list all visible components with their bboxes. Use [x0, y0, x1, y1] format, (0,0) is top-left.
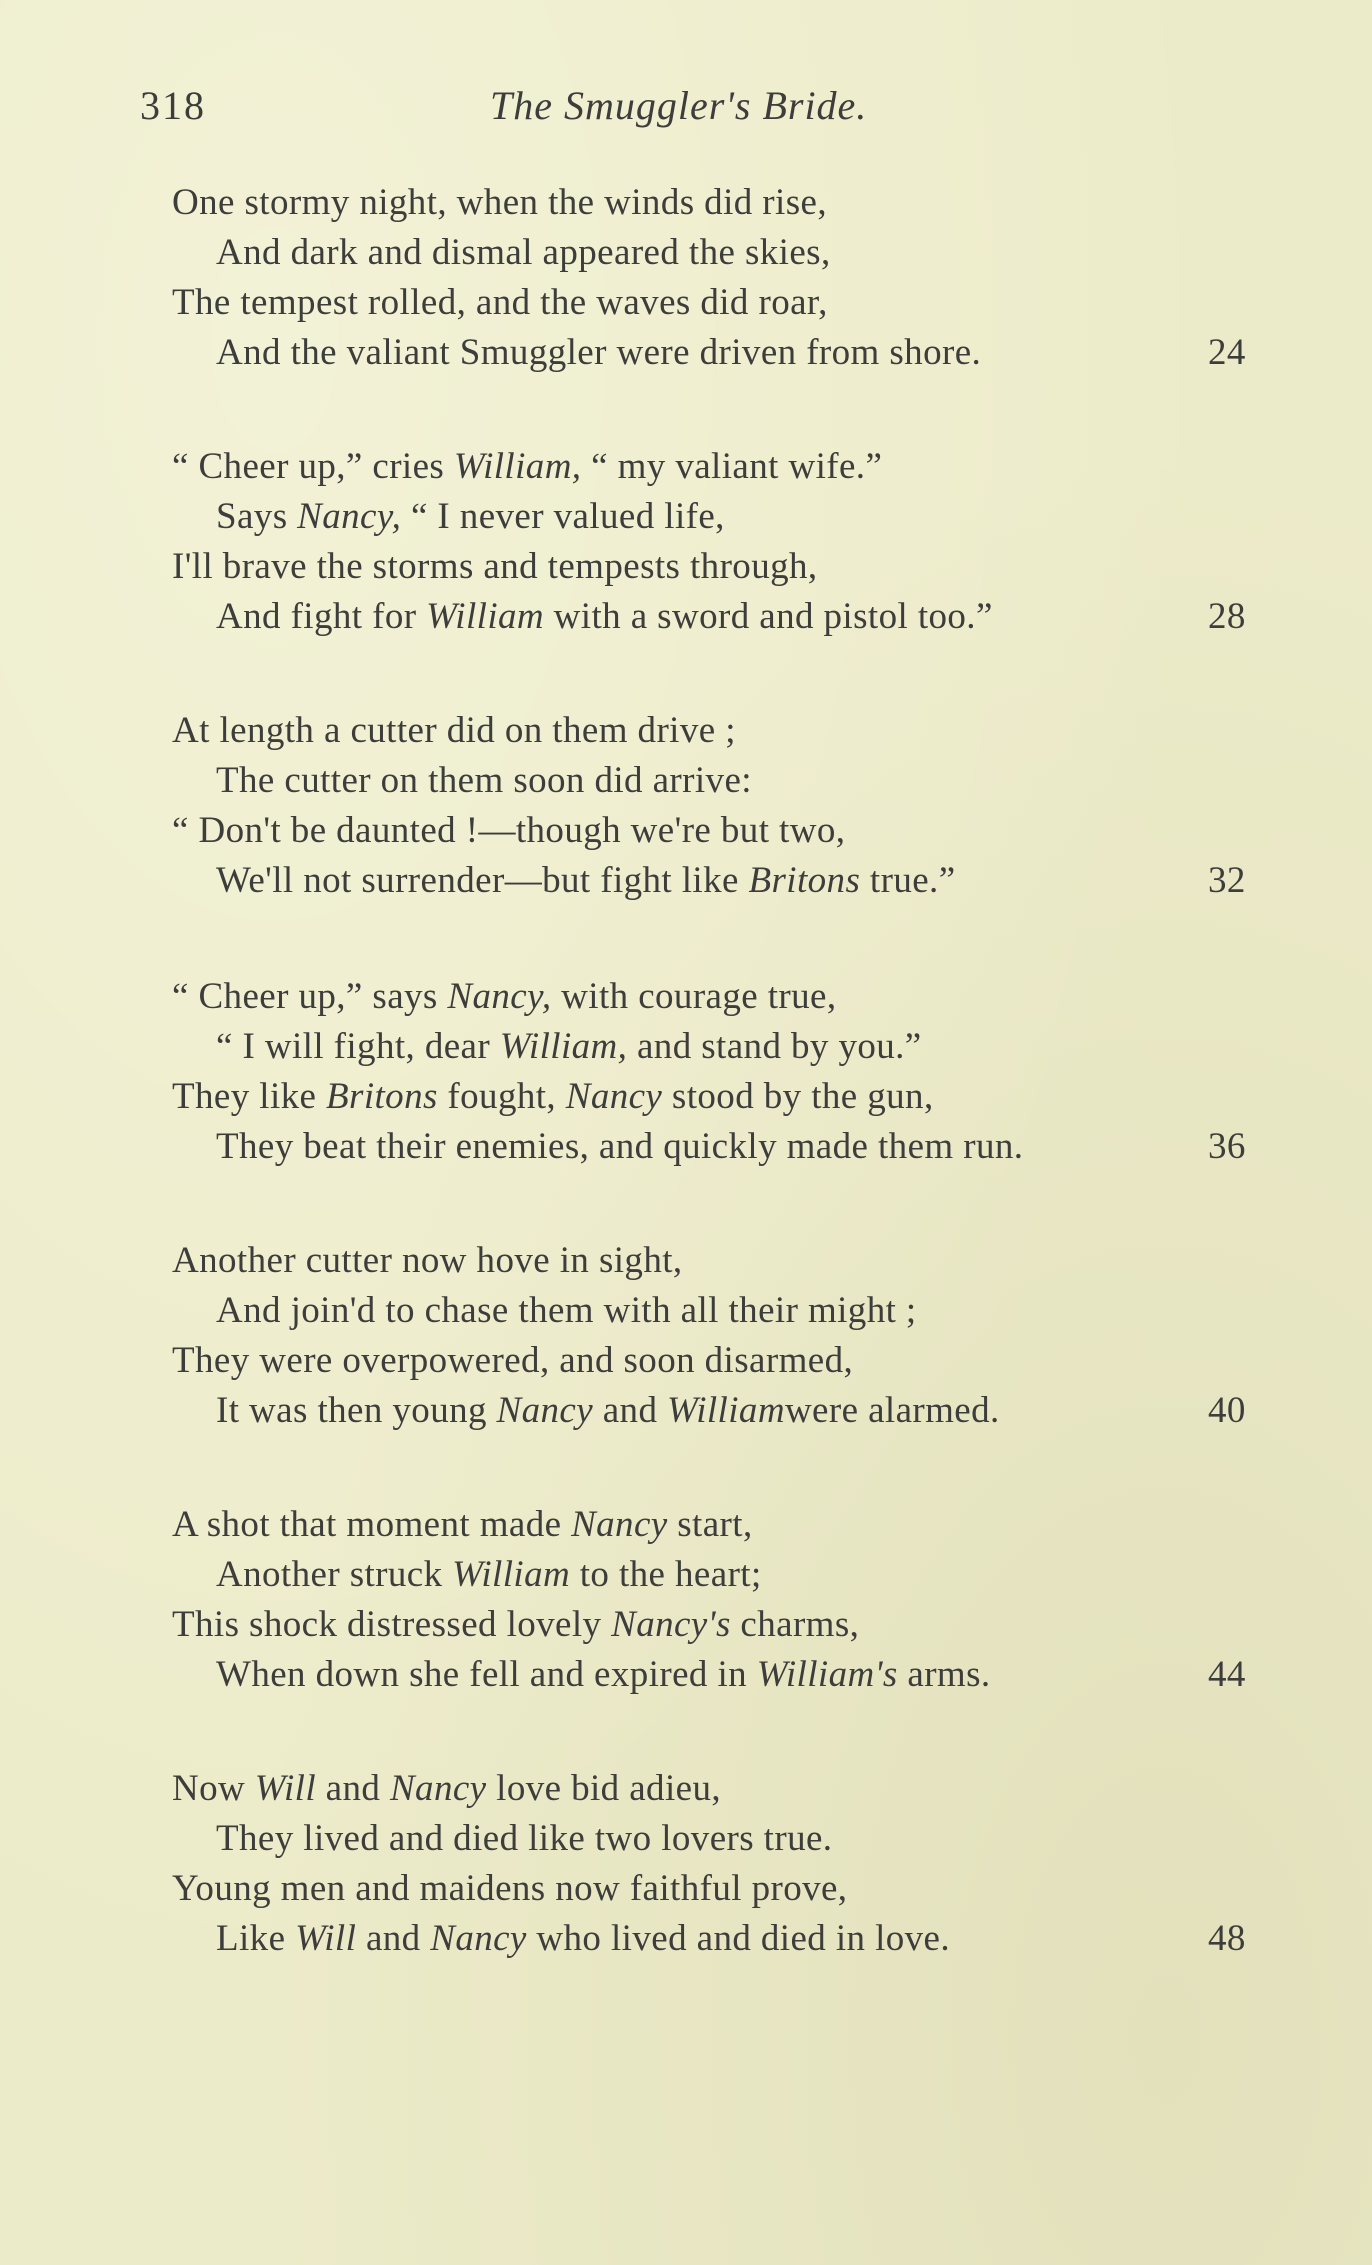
verse-line: [172, 1500, 1272, 1550]
verse-line: [172, 1072, 1272, 1122]
verse-line: [172, 856, 1272, 906]
verse-text: They lived and died like two lovers true.: [216, 1818, 833, 1859]
stanza: [172, 1236, 1272, 1436]
verse-line: [172, 1814, 1272, 1864]
line-number: 40: [1208, 1390, 1246, 1431]
verse-text: “ I never valued life,: [401, 496, 725, 537]
italic-name: Nancy,: [447, 976, 552, 1017]
italic-name: Britons: [326, 1076, 438, 1117]
stanza: [172, 972, 1272, 1172]
verse-line: [172, 1650, 1272, 1700]
verse-text: The tempest rolled, and the waves did roar,: [172, 282, 828, 323]
verse-text: One stormy night, when the winds did rise,: [172, 182, 827, 223]
verse-text: fought,: [437, 1076, 566, 1117]
verse-line: [172, 706, 1272, 756]
italic-name: Nancy: [430, 1918, 527, 1959]
line-number: 48: [1208, 1918, 1246, 1959]
italic-name: William: [452, 1554, 571, 1595]
verse-text: were alarmed.: [784, 1390, 1000, 1431]
verse-line: [172, 756, 1272, 806]
page-number: 318: [140, 83, 206, 128]
verse-text: They were overpowered, and soon disarmed,: [172, 1340, 854, 1381]
verse-line: [172, 1122, 1272, 1172]
verse-line: [172, 492, 1272, 542]
line-number: 24: [1208, 332, 1246, 373]
verse-line: [172, 1914, 1272, 1964]
line-number: 44: [1208, 1654, 1246, 1695]
verse-text: And fight for: [216, 596, 427, 637]
italic-name: Nancy: [389, 1768, 487, 1809]
verse-text: Young men and maidens now faithful prove,: [172, 1868, 848, 1909]
verse-line: [172, 1386, 1272, 1436]
verse-line: [172, 806, 1272, 856]
verse-line: [172, 178, 1272, 228]
stanza: [172, 1764, 1272, 1964]
verse-text: At length a cutter did on them drive ;: [172, 710, 736, 751]
verse-line: [172, 328, 1272, 378]
verse-text: and stand by you.”: [627, 1026, 922, 1067]
italic-name: Nancy: [496, 1390, 594, 1431]
italic-name: Nancy: [565, 1076, 663, 1117]
line-number: 32: [1208, 860, 1246, 901]
verse-line: [172, 1764, 1272, 1814]
verse-text: And dark and dismal appeared the skies,: [216, 232, 831, 273]
verse-text: charms,: [730, 1604, 860, 1645]
verse-line: [172, 1236, 1272, 1286]
verse-text: true.”: [860, 860, 956, 901]
verse-text: to the heart;: [570, 1554, 762, 1595]
stanza: [172, 706, 1272, 906]
verse-line: [172, 1550, 1272, 1600]
verse-text: and: [356, 1918, 431, 1959]
verse-line: [172, 228, 1272, 278]
line-number: 36: [1208, 1126, 1246, 1167]
verse-text: Says: [216, 496, 298, 537]
verse-text: arms.: [897, 1654, 991, 1695]
stanza: [172, 442, 1272, 642]
verse-text: “ Cheer up,” says: [172, 976, 448, 1017]
italic-name: Will: [254, 1768, 317, 1809]
verse-text: start,: [667, 1504, 753, 1545]
verse-line: [172, 592, 1272, 642]
verse-text: And join'd to chase them with all their might ;: [216, 1290, 917, 1331]
verse-text: love bid adieu,: [486, 1768, 722, 1809]
verse-text: “ I will fight, dear: [216, 1026, 500, 1067]
verse-line: [172, 1022, 1272, 1072]
verse-text: who lived and died in love.: [526, 1918, 951, 1959]
verse-text: The cutter on them soon did arrive:: [216, 760, 752, 801]
italic-name: Nancy: [571, 1504, 668, 1545]
verse-text: They like: [172, 1076, 327, 1117]
verse-text: stood by the gun,: [662, 1076, 934, 1117]
italic-name: William's: [756, 1654, 898, 1695]
verse-text: and: [316, 1768, 390, 1809]
verse-text: with a sword and pistol too.”: [544, 596, 993, 637]
verse-text: “ my valiant wife.”: [581, 446, 883, 487]
italic-name: Britons: [748, 860, 861, 901]
italic-name: William: [667, 1390, 785, 1431]
verse-line: [172, 542, 1272, 592]
verse-text: Now: [172, 1768, 255, 1809]
running-title: The Smuggler's Bride.: [490, 83, 868, 128]
verse-text: Another cutter now hove in sight,: [172, 1240, 683, 1281]
verse-text: It was then young: [216, 1390, 497, 1431]
italic-name: Will: [295, 1918, 357, 1959]
verse-line: [172, 1336, 1272, 1386]
verse-line: [172, 442, 1272, 492]
verse-line: [172, 278, 1272, 328]
line-number: 28: [1208, 596, 1246, 637]
italic-name: Nancy's: [611, 1604, 731, 1645]
verse-text: A shot that moment made: [172, 1504, 572, 1545]
verse-text: Another struck: [216, 1554, 453, 1595]
page-header: [140, 82, 1250, 142]
italic-name: Nancy,: [297, 496, 402, 537]
verse-text: “ Cheer up,” cries: [172, 446, 454, 487]
verse-text: This shock distressed lovely: [172, 1604, 612, 1645]
stanza: [172, 1500, 1272, 1700]
verse-text: When down she fell and expired in: [216, 1654, 757, 1695]
verse-line: [172, 1600, 1272, 1650]
italic-name: William: [426, 596, 545, 637]
italic-name: William,: [453, 446, 582, 487]
verse-text: And the valiant Smuggler were driven from shore.: [216, 332, 982, 373]
verse-text: I'll brave the storms and tempests through,: [172, 546, 818, 587]
verse-line: [172, 1864, 1272, 1914]
verse-line: [172, 972, 1272, 1022]
verse-text: with courage true,: [551, 976, 837, 1017]
verse-text: We'll not surrender—but fight like: [216, 860, 749, 901]
verse-line: [172, 1286, 1272, 1336]
verse-text: Like: [216, 1918, 296, 1959]
verse-text: and: [593, 1390, 668, 1431]
italic-name: William,: [499, 1026, 628, 1067]
stanza: [172, 178, 1272, 378]
verse-text: They beat their enemies, and quickly made them run.: [216, 1126, 1024, 1167]
verse-text: “ Don't be daunted !—though we're but two,: [172, 810, 846, 851]
